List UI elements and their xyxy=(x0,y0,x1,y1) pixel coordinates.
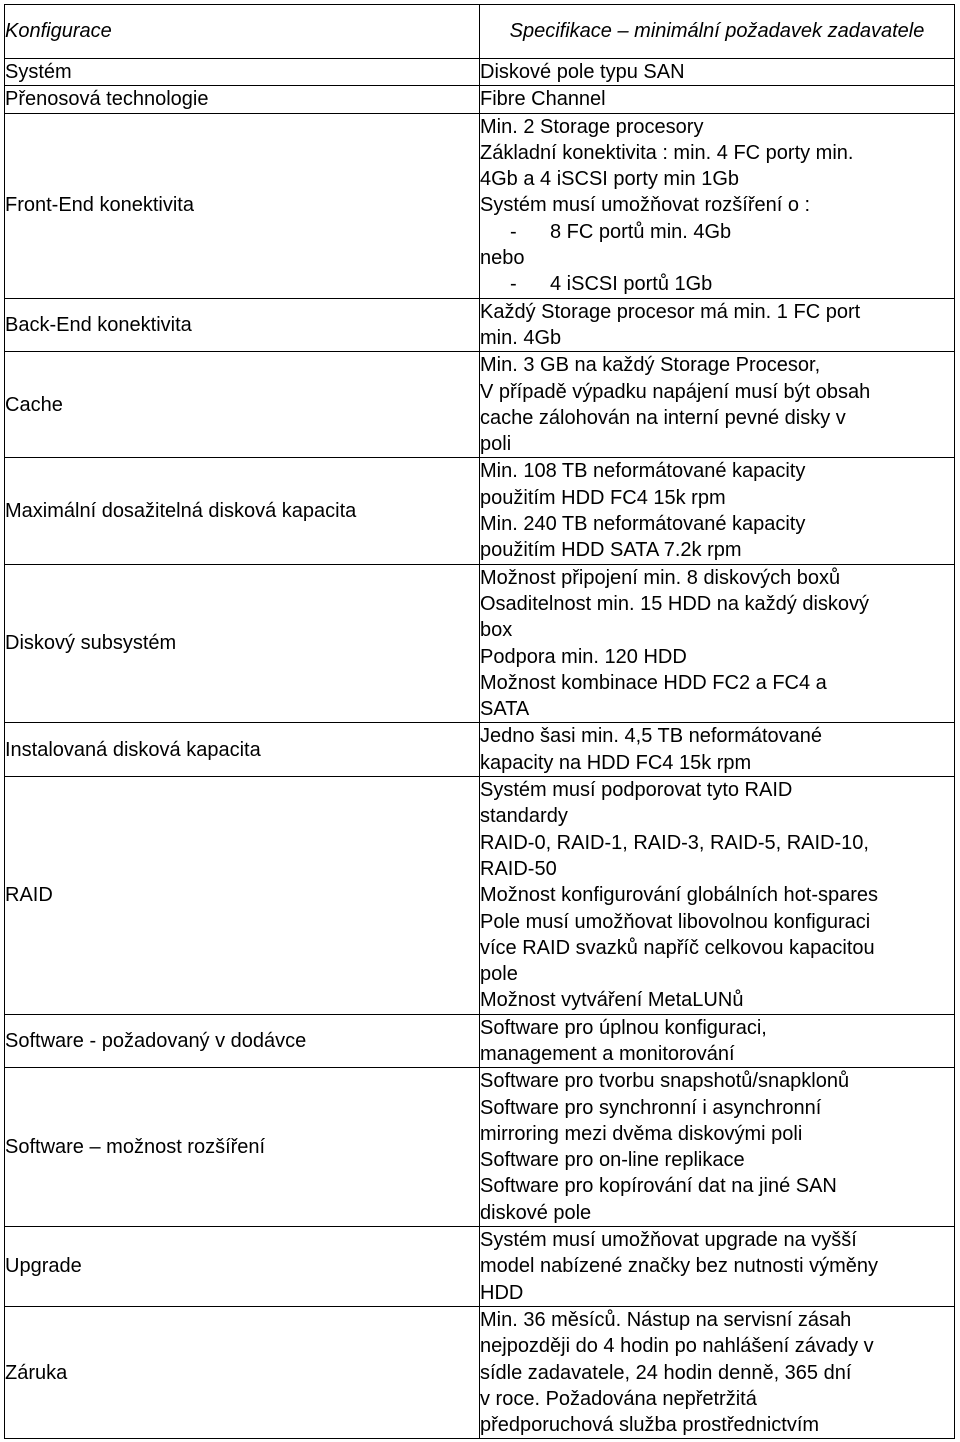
value-line: Základní konektivita : min. 4 FC porty min. xyxy=(480,141,854,164)
row-label: Cache xyxy=(5,352,480,458)
value-line: Možnost vytváření MetaLUNů xyxy=(480,989,744,1012)
table-row xyxy=(5,1227,955,1307)
value-line: Min. 240 TB neformátované kapacity xyxy=(480,513,806,536)
table-row xyxy=(5,1014,955,1068)
bullet-line xyxy=(480,219,954,245)
value-line: model nabízené značky bez nutnosti výměny xyxy=(480,1255,878,1278)
table-row xyxy=(5,1306,955,1438)
value-line: Osaditelnost min. 15 HDD na každý diskový xyxy=(480,592,870,615)
row-value xyxy=(480,1014,955,1068)
value-line: RAID-0, RAID-1, RAID-3, RAID-5, RAID-10, xyxy=(480,831,869,854)
dash-bullet: - xyxy=(510,273,517,296)
value-line: standardy xyxy=(480,805,568,828)
table-row xyxy=(5,352,955,458)
row-label: Instalovaná disková kapacita xyxy=(5,723,480,777)
row-label: Back-End konektivita xyxy=(5,298,480,352)
value-line: cache zálohován na interní pevné disky v xyxy=(480,406,846,429)
row-value xyxy=(480,113,955,298)
value-line: Min. 108 TB neformátované kapacity xyxy=(480,460,806,483)
value-line: diskové pole xyxy=(480,1201,592,1224)
row-value xyxy=(480,59,955,86)
specification-table xyxy=(4,4,955,1439)
header-row xyxy=(5,5,955,59)
value-line: Systém musí podporovat tyto RAID xyxy=(480,779,793,802)
row-label: Front-End konektivita xyxy=(5,113,480,298)
row-label: Přenosová technologie xyxy=(5,86,480,113)
row-label: Systém xyxy=(5,59,480,86)
row-label: Software – možnost rozšíření xyxy=(5,1068,480,1227)
row-value xyxy=(480,298,955,352)
value-line: pole xyxy=(480,963,518,986)
row-label: RAID xyxy=(5,777,480,1015)
table-row xyxy=(5,564,955,723)
value-line: více RAID svazků napříč celkovou kapacitou xyxy=(480,936,875,959)
bullet-text: 8 FC portů min. 4Gb xyxy=(550,220,732,243)
bullet-text: 4 iSCSI portů 1Gb xyxy=(550,273,713,296)
value-line: použitím HDD FC4 15k rpm xyxy=(480,486,726,509)
value-line: Min. 3 GB na každý Storage Procesor, xyxy=(480,354,821,377)
value-line: v roce. Požadována nepřetržitá xyxy=(480,1387,757,1410)
value-line: nejpozději do 4 hodin po nahlášení závady v xyxy=(480,1335,874,1358)
value-line: Možnost konfigurování globálních hot-spares xyxy=(480,884,879,907)
value-line: RAID-50 xyxy=(480,857,557,880)
row-value xyxy=(480,1068,955,1227)
row-label: Maximální dosažitelná disková kapacita xyxy=(5,458,480,564)
table-row xyxy=(5,1068,955,1227)
table-row xyxy=(5,59,955,86)
value-line: SATA xyxy=(480,698,530,721)
value-line: Software pro on-line replikace xyxy=(480,1149,745,1172)
table-body xyxy=(5,59,955,1439)
row-value xyxy=(480,723,955,777)
value-line: Systém musí umožňovat upgrade na vyšší xyxy=(480,1229,857,1252)
header-configuration: Konfigurace xyxy=(5,5,480,59)
value-line: Min. 2 Storage procesory xyxy=(480,115,704,138)
value-line: min. 4Gb xyxy=(480,326,562,349)
row-label: Záruka xyxy=(5,1306,480,1438)
row-label: Upgrade xyxy=(5,1227,480,1307)
value-line: Fibre Channel xyxy=(480,88,606,111)
row-value xyxy=(480,1227,955,1307)
value-line: Diskové pole typu SAN xyxy=(480,61,685,83)
table-row xyxy=(5,723,955,777)
row-label: Diskový subsystém xyxy=(5,564,480,723)
value-line: použitím HDD SATA 7.2k rpm xyxy=(480,539,742,562)
value-line: mirroring mezi dvěma diskovými poli xyxy=(480,1122,803,1145)
value-line: nebo xyxy=(480,247,525,270)
value-line: Software pro úplnou konfiguraci, xyxy=(480,1016,767,1039)
value-line: Možnost kombinace HDD FC2 a FC4 a xyxy=(480,671,827,694)
value-line: poli xyxy=(480,433,512,456)
value-line: box xyxy=(480,619,513,642)
value-line: management a monitorování xyxy=(480,1042,735,1065)
value-line: kapacity na HDD FC4 15k rpm xyxy=(480,751,752,774)
value-line: Jedno šasi min. 4,5 TB neformátované xyxy=(480,725,823,748)
row-value xyxy=(480,1306,955,1438)
value-line: Pole musí umožňovat libovolnou konfiguraci xyxy=(480,910,871,933)
value-line: HDD xyxy=(480,1281,524,1304)
value-line: V případě výpadku napájení musí být obsah xyxy=(480,380,871,403)
row-value xyxy=(480,777,955,1015)
table-row xyxy=(5,86,955,113)
row-value xyxy=(480,86,955,113)
dash-bullet: - xyxy=(510,220,517,243)
value-line: předporuchová služba prostřednictvím xyxy=(480,1414,820,1437)
value-line: Software pro kopírování dat na jiné SAN xyxy=(480,1175,837,1198)
value-line: Software pro synchronní i asynchronní xyxy=(480,1096,822,1119)
table-row xyxy=(5,298,955,352)
table-row xyxy=(5,113,955,298)
value-line: Systém musí umožňovat rozšíření o : xyxy=(480,194,811,217)
row-value xyxy=(480,352,955,458)
row-value xyxy=(480,564,955,723)
value-line: Software pro tvorbu snapshotů/snapklonů xyxy=(480,1070,850,1093)
value-line: Podpora min. 120 HDD xyxy=(480,645,687,668)
value-line: Každý Storage procesor má min. 1 FC port xyxy=(480,300,861,323)
value-line: Min. 36 měsíců. Nástup na servisní zásah xyxy=(480,1308,852,1331)
value-line: 4Gb a 4 iSCSI porty min 1Gb xyxy=(480,168,740,191)
row-value xyxy=(480,458,955,564)
header-specification: Specifikace – minimální požadavek zadavatele xyxy=(480,5,955,59)
value-line: sídle zadavatele, 24 hodin denně, 365 dní xyxy=(480,1361,852,1384)
bullet-line xyxy=(480,271,954,297)
row-label: Software - požadovaný v dodávce xyxy=(5,1014,480,1068)
value-line: Možnost připojení min. 8 diskových boxů xyxy=(480,566,841,589)
table-row xyxy=(5,458,955,564)
table-row xyxy=(5,777,955,1015)
